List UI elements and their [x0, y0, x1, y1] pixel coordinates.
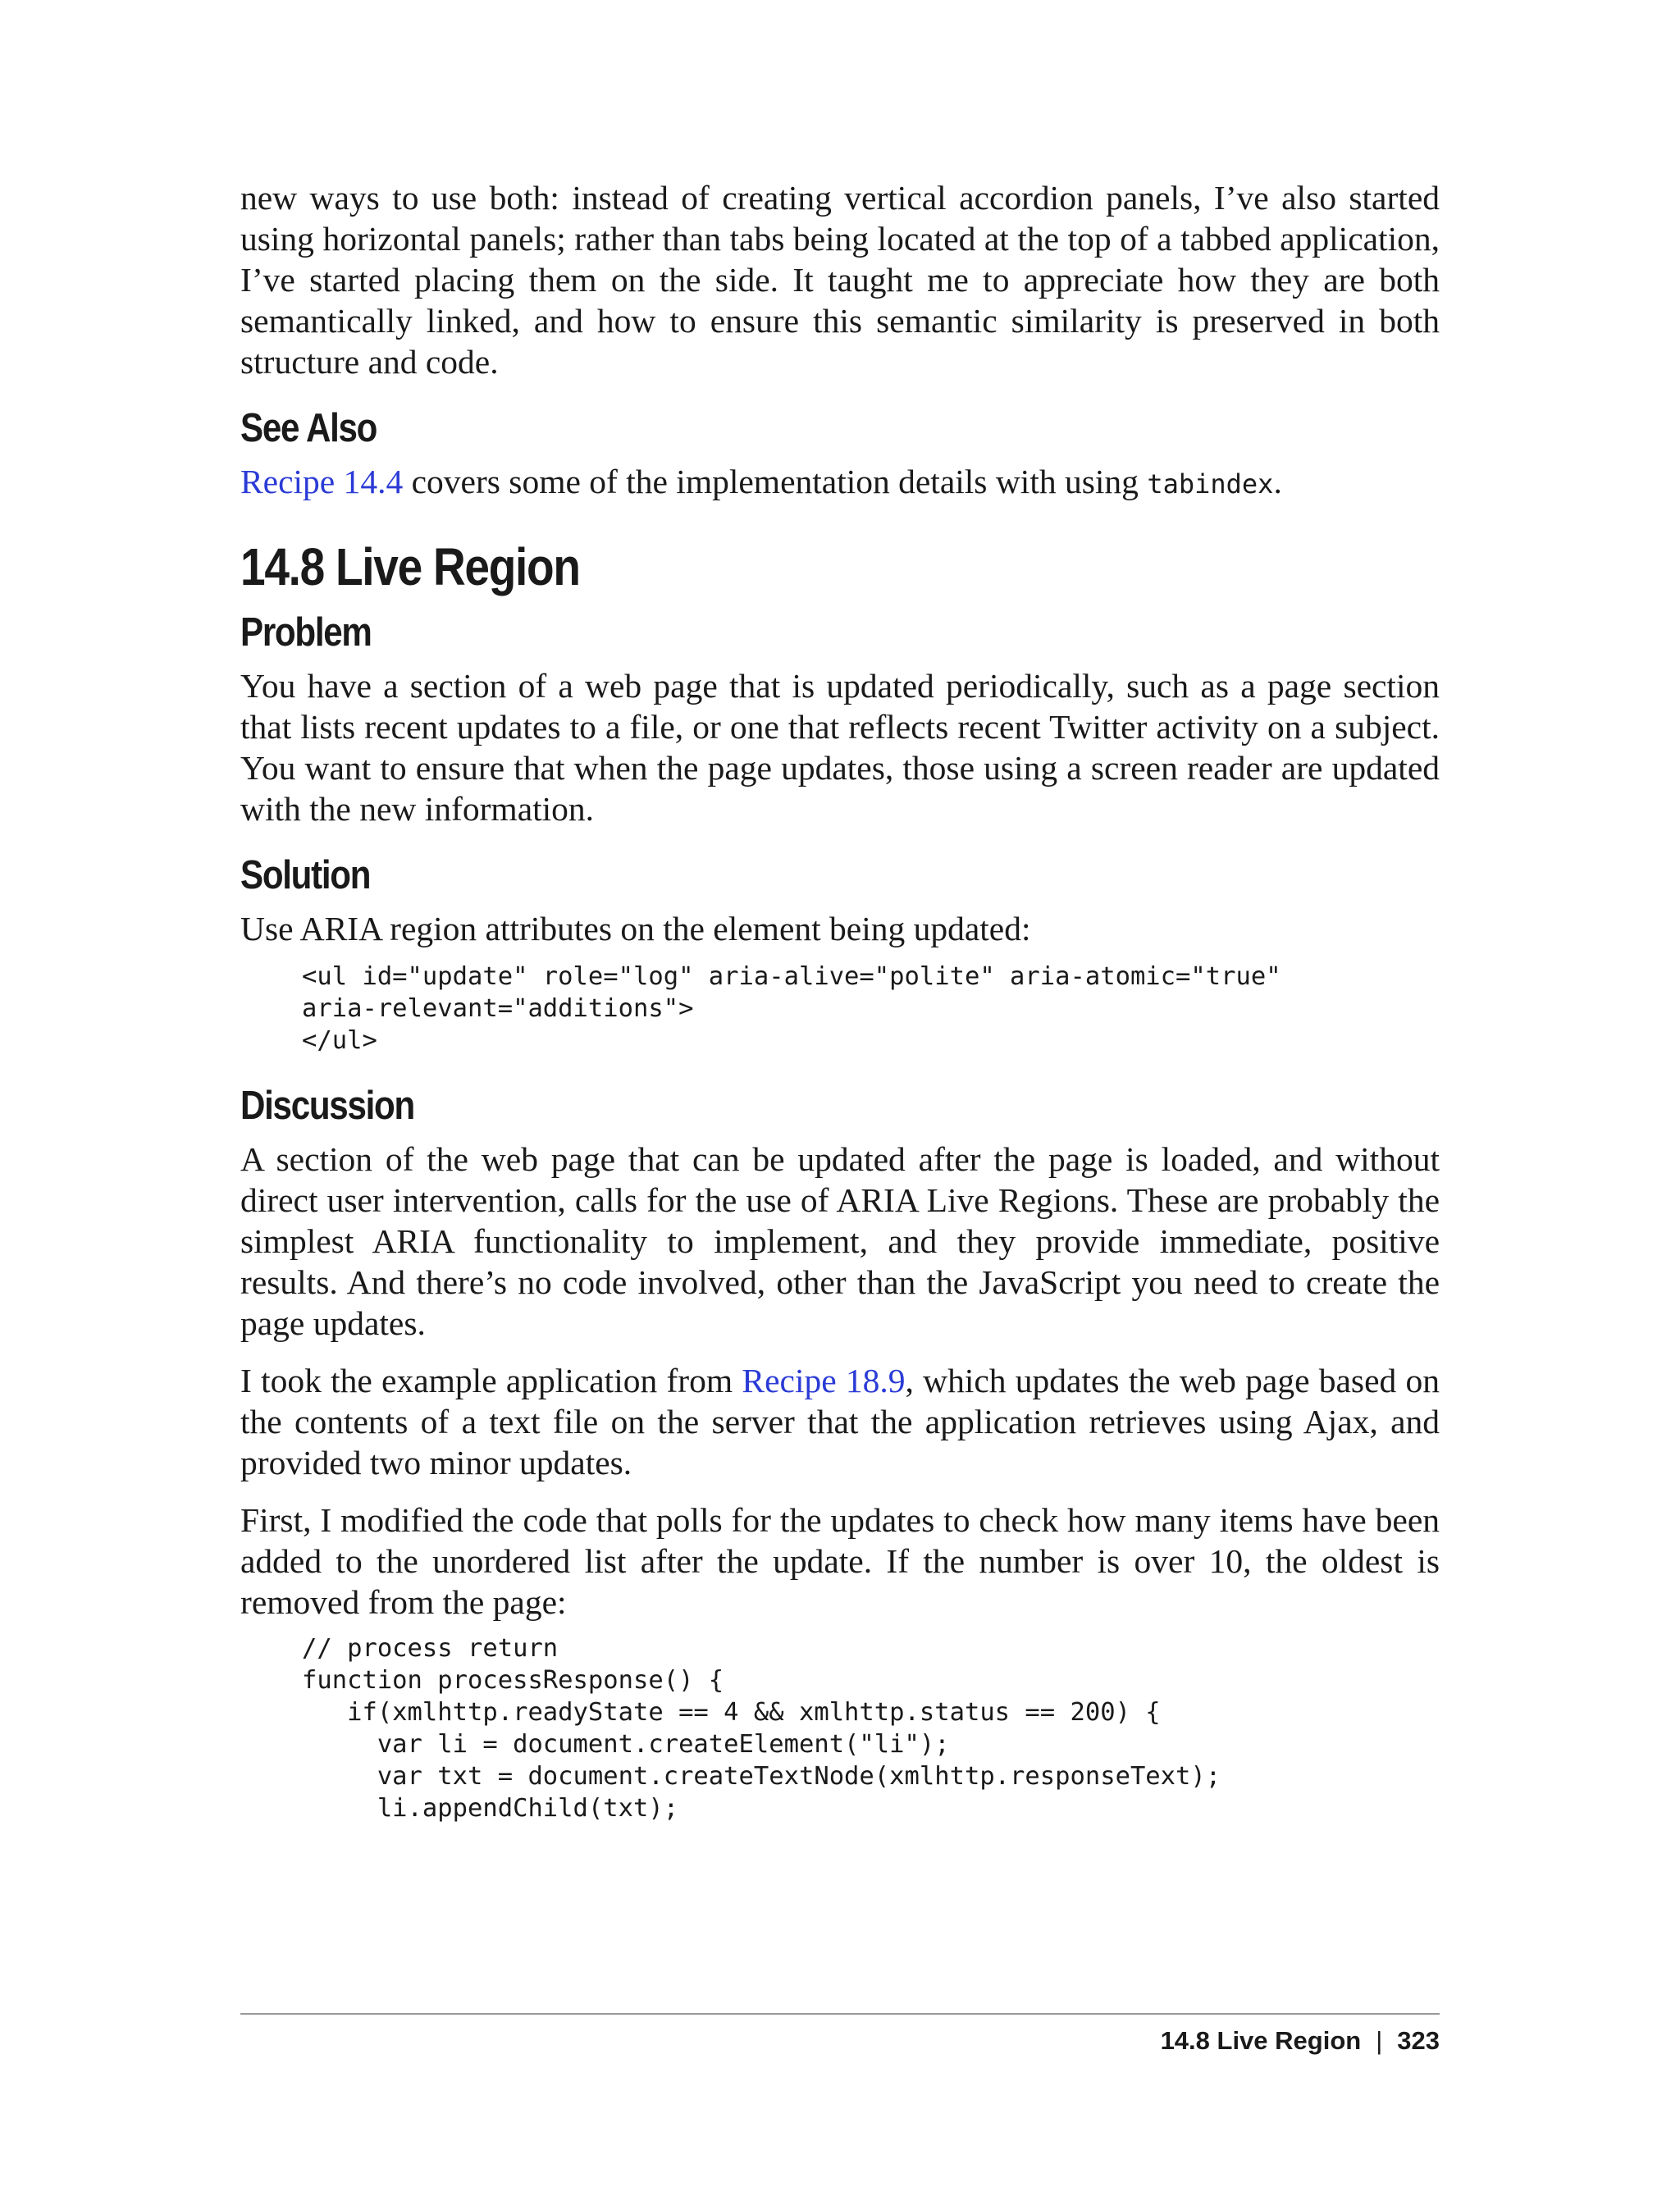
problem-paragraph: You have a section of a web page that is updated periodically, such as a page section that lists recent updates to a file, or one that reflects recent Twitter activity on a subject. You want to ensure that when the page updates, those using a screen reader are updated with the new information. [240, 667, 1440, 828]
solution-code-block: <ul id="update" role="log" aria-alive="polite" aria-atomic="true" aria-relevant="additions"> </ul> [302, 962, 1281, 1055]
footer-rule [240, 2013, 1440, 2015]
footer-section-label: 14.8 Live Region [1160, 2026, 1362, 2055]
tabindex-code-term: tabindex [1147, 468, 1274, 500]
see-also-heading: See Also [240, 406, 377, 450]
discussion-para2-text-after: , which updates the web page based on the contents of a text file on the server that the application retrieves using Ajax, and provided two minor updates. [240, 1362, 1440, 1481]
discussion-heading: Discussion [240, 1084, 414, 1128]
solution-paragraph: Use ARIA region attributes on the element being updated: [240, 910, 1031, 947]
see-also-text: covers some of the implementation details with using [403, 463, 1148, 500]
section-title: 14.8 Live Region [240, 537, 580, 596]
recipe-14-4-link[interactable]: Recipe 14.4 [240, 463, 404, 500]
problem-heading: Problem [240, 610, 372, 655]
discussion-paragraph-2 [240, 1360, 1440, 1483]
recipe-18-9-link[interactable]: Recipe 18.9 [742, 1362, 906, 1399]
discussion-paragraph-3: First, I modified the code that polls for the updates to check how many items have been added to the unordered list after the update. If the number is over 10, the oldest is removed from the page: [240, 1501, 1440, 1621]
page-footer [1161, 2025, 1440, 2057]
page-number: 323 [1397, 2026, 1440, 2055]
discussion-paragraph-1: A section of the web page that can be updated after the page is loaded, and without direct user intervention, calls for the use of ARIA Live Regions. These are probably the simplest ARIA functionality to implement, and they provide immediate, positive results. And there’s no code involved, other than the JavaScript you need to create the page updates. [240, 1140, 1440, 1342]
discussion-code-block: // process return function processResponse() { if(xmlhttp.readyState == 4 && xmlhttp.status == 200) { var li = document.createElement("li"); var txt = document.createTextNode(xmlhttp.responseText); li.appendChild(txt); [302, 1634, 1221, 1823]
see-also-end-punct: . [1273, 463, 1282, 500]
intro-paragraph: new ways to use both: instead of creating vertical accordion panels, I’ve also started using horizontal panels; rather than tabs being located at the top of a tabbed application, I’ve started placing them on the side. It taught me to appreciate how they are both semantically linked, and how to ensure this semantic similarity is preserved in both structure and code. [240, 179, 1440, 381]
footer-separator: | [1376, 2026, 1383, 2055]
solution-heading: Solution [240, 853, 371, 897]
see-also-paragraph [240, 461, 1440, 504]
page-content [240, 177, 1440, 1824]
discussion-para2-text-before: I took the example application from [240, 1362, 742, 1399]
